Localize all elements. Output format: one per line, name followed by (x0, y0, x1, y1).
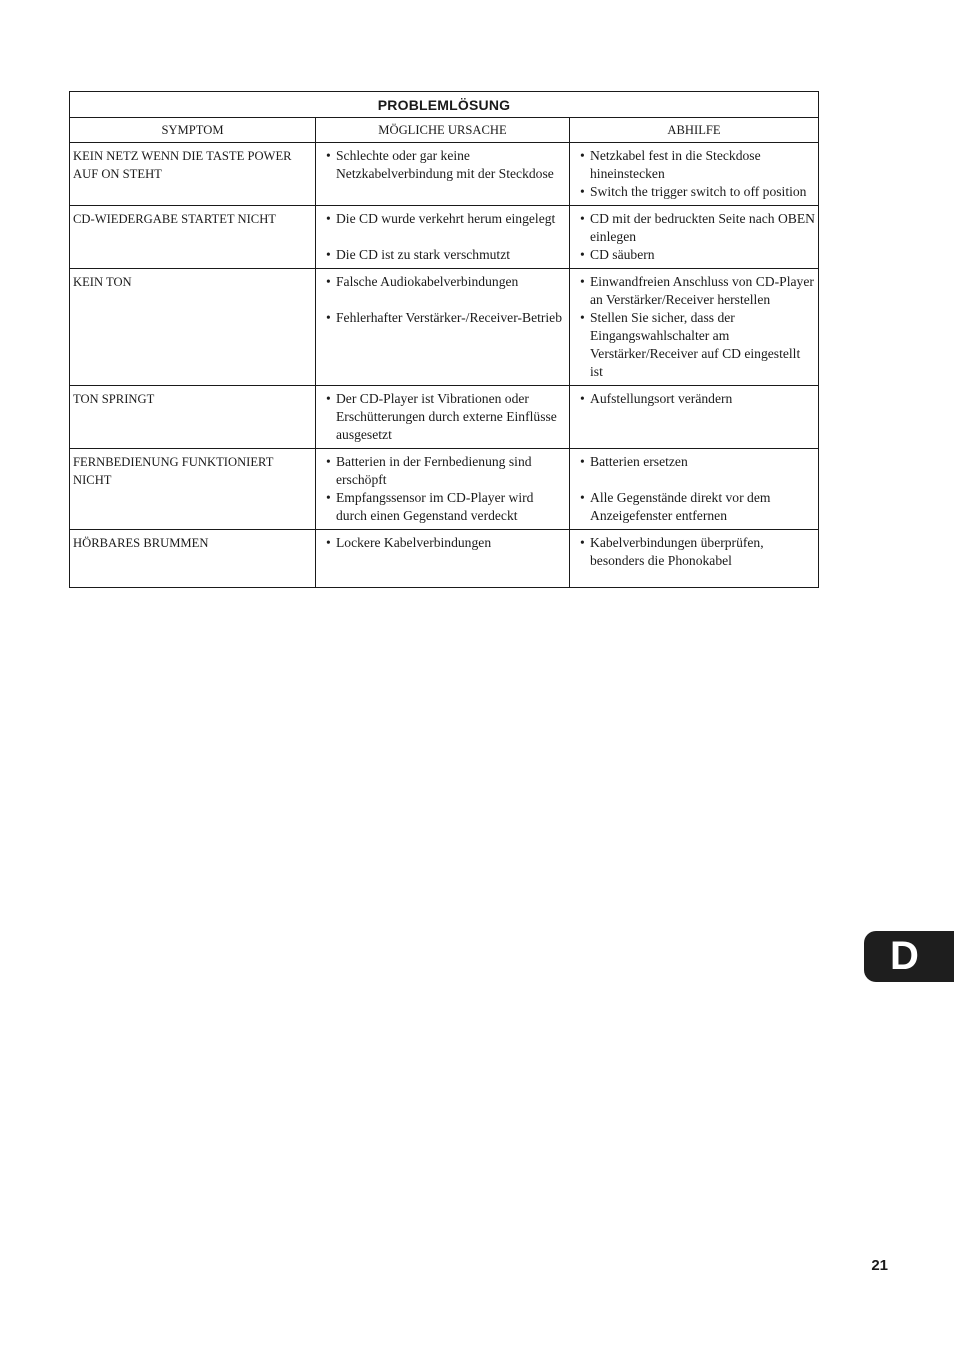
bullet-icon: • (580, 274, 585, 289)
table-header-row (70, 118, 819, 143)
cause-text: Batterien in der Fernbedienung sind erschöpft (335, 454, 532, 487)
remedy-list-item (580, 183, 815, 201)
remedy-list-item (580, 489, 815, 525)
bullet-icon: • (325, 211, 331, 226)
bullet-icon: • (580, 211, 585, 226)
bullet-icon: • (580, 535, 585, 550)
remedy-cell (570, 143, 819, 206)
cause-cell (315, 206, 569, 269)
remedy-list-item (580, 309, 815, 381)
table-row (70, 530, 819, 588)
remedy-text: Switch the trigger switch to off position (590, 184, 807, 199)
cause-cell (315, 386, 569, 449)
remedy-cell (570, 206, 819, 269)
cause-text: Fehlerhafter Verstärker-/Receiver-Betrieb (335, 310, 563, 325)
table-row (70, 206, 819, 269)
remedy-cell (570, 530, 819, 588)
cause-list-item (326, 210, 566, 228)
bullet-icon: • (580, 490, 585, 505)
remedy-text: CD säubern (590, 247, 655, 262)
bullet-icon: • (325, 535, 331, 550)
cause-list-item (326, 534, 566, 552)
table-row (70, 449, 819, 530)
remedy-text: Kabelverbindungen überprüfen, besonders die Phonokabel (590, 535, 764, 568)
remedy-text: Batterien ersetzen (590, 454, 688, 469)
cause-cell (315, 530, 569, 588)
page-number: 21 (871, 1257, 888, 1274)
symptom-cell: KEIN TON (70, 269, 316, 386)
cause-text: Die CD wurde verkehrt herum eingelegt (335, 211, 556, 226)
remedy-text: Stellen Sie sicher, dass der Eingangswahlschalter am Verstärker/Receiver auf CD eingestellt ist (590, 310, 801, 379)
remedy-list-item (580, 147, 815, 183)
list-spacer (580, 471, 815, 489)
cause-list-item (326, 309, 566, 327)
section-tab-marker (864, 931, 954, 982)
list-spacer (326, 228, 566, 246)
cause-text: Empfangssensor im CD-Player wird durch einen Gegenstand verdeckt (335, 490, 534, 523)
bullet-icon: • (325, 391, 331, 406)
cause-text: Lockere Kabelverbindungen (335, 535, 492, 550)
bullet-icon: • (325, 247, 331, 262)
remedy-list-item (580, 534, 815, 570)
bullet-icon: • (580, 184, 585, 199)
cause-list-item (326, 453, 566, 489)
bullet-icon: • (580, 310, 585, 325)
remedy-list-item (580, 210, 815, 246)
remedy-list-item (580, 273, 815, 309)
cause-text: Falsche Audiokabelverbindungen (335, 274, 519, 289)
remedy-cell (570, 386, 819, 449)
table-row (70, 386, 819, 449)
remedy-cell (570, 269, 819, 386)
cause-text: Die CD ist zu stark verschmutzt (335, 247, 511, 262)
cause-cell (315, 449, 569, 530)
remedy-text: Aufstellungsort verändern (590, 391, 733, 406)
remedy-list-item (580, 453, 815, 471)
remedy-list-item (580, 246, 815, 264)
cause-list-item (326, 246, 566, 264)
remedy-text: Einwandfreien Anschluss von CD-Player an Verstärker/Receiver herstellen (590, 274, 814, 307)
header-remedy: ABHILFE (570, 118, 819, 143)
header-symptom: SYMPTOM (70, 118, 316, 143)
remedy-text: Alle Gegenstände direkt vor dem Anzeigefenster entfernen (590, 490, 771, 523)
bullet-icon: • (325, 490, 331, 505)
table-body (70, 143, 819, 588)
bullet-icon: • (325, 148, 331, 163)
cause-list-item (326, 489, 566, 525)
bullet-icon: • (325, 274, 331, 289)
symptom-cell: KEIN NETZ WENN DIE TASTE POWER AUF ON STEHT (70, 143, 316, 206)
cause-cell (315, 269, 569, 386)
remedy-text: CD mit der bedruckten Seite nach OBEN einlegen (590, 211, 815, 244)
symptom-cell: HÖRBARES BRUMMEN (70, 530, 316, 588)
table-row (70, 143, 819, 206)
remedy-list-item (580, 390, 815, 408)
troubleshooting-table (69, 91, 819, 588)
bullet-icon: • (580, 148, 585, 163)
table-title: PROBLEMLÖSUNG (70, 92, 819, 118)
cause-list-item (326, 147, 566, 183)
remedy-text: Netzkabel fest in die Steckdose hineinstecken (590, 148, 761, 181)
header-cause: MÖGLICHE URSACHE (315, 118, 569, 143)
symptom-cell: CD-WIEDERGABE STARTET NICHT (70, 206, 316, 269)
symptom-cell: FERNBEDIENUNG FUNKTIONIERT NICHT (70, 449, 316, 530)
table-title-row (70, 92, 819, 118)
cause-text: Der CD-Player ist Vibrationen oder Erschütterungen durch externe Einflüsse ausgesetzt (335, 391, 557, 442)
cause-list-item (326, 273, 566, 291)
cause-list-item (326, 390, 566, 444)
table-row (70, 269, 819, 386)
bullet-icon: • (325, 310, 331, 325)
bullet-icon: • (580, 247, 585, 262)
remedy-cell (570, 449, 819, 530)
list-spacer (326, 291, 566, 309)
cause-cell (315, 143, 569, 206)
section-tab-letter: D (890, 934, 919, 978)
bullet-icon: • (580, 391, 585, 406)
symptom-cell: TON SPRINGT (70, 386, 316, 449)
cause-text: Schlechte oder gar keine Netzkabelverbindung mit der Steckdose (335, 148, 554, 181)
bullet-icon: • (325, 454, 331, 469)
bullet-icon: • (580, 454, 585, 469)
